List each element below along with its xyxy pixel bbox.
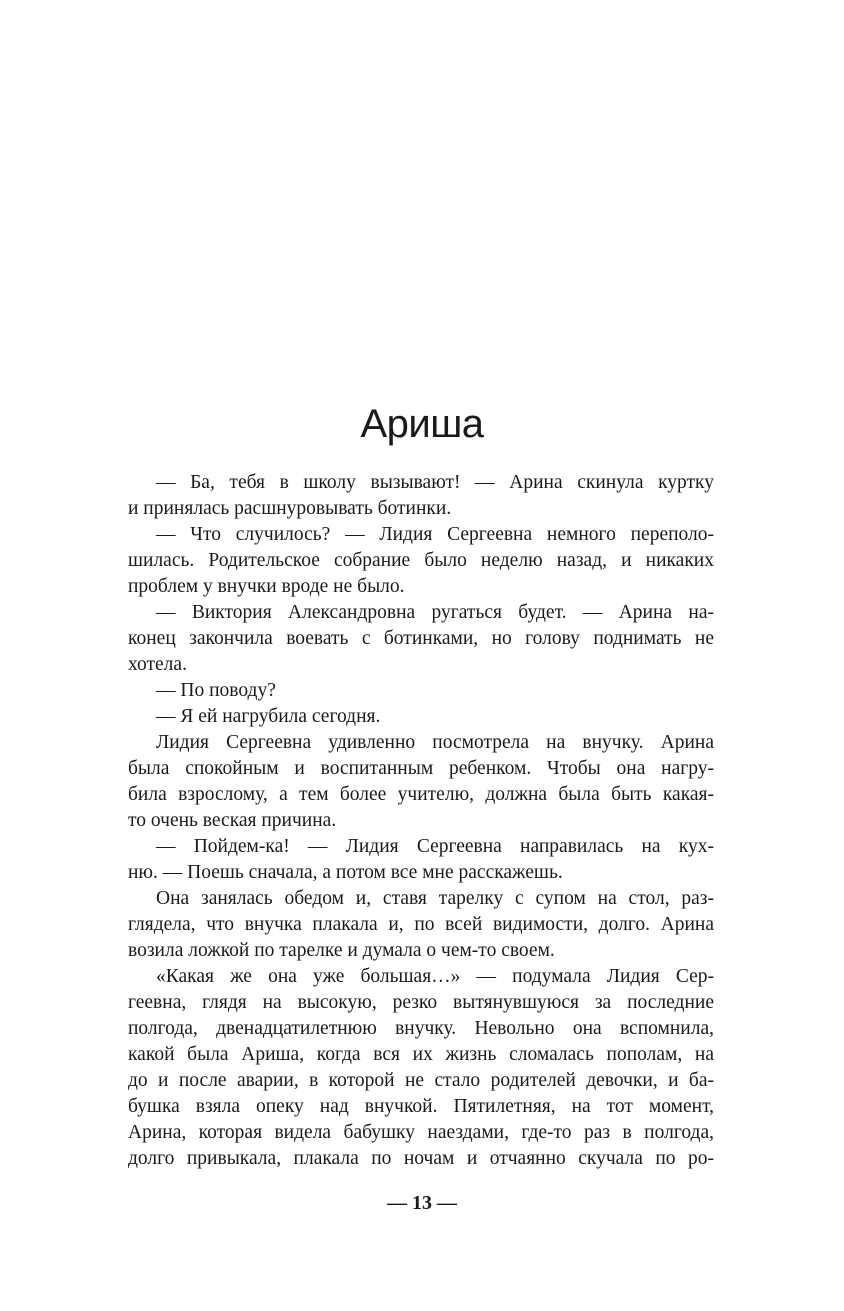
text-line: «Какая же она уже большая…» — подумала Лидия Сер- <box>156 966 714 987</box>
text-line: и принялась расшнуровывать ботинки. <box>128 498 452 519</box>
text-line: — Что случилось? — Лидия Сергеевна немного переполо- <box>156 524 714 545</box>
body-text <box>128 470 714 1172</box>
text-line: ню. — Поешь сначала, а потом все мне расскажешь. <box>128 862 563 883</box>
text-line: Лидия Сергеевна удивленно посмотрела на внучку. Арина <box>156 732 714 753</box>
text-line: долго привыкала, плакала по ночам и отчаянно скучала по ро- <box>128 1148 714 1169</box>
text-line: била взрослому, а тем более учителю, должна была быть какая- <box>128 784 714 805</box>
text-line: — Пойдем-ка! — Лидия Сергеевна направилась на кух- <box>156 836 714 857</box>
text-line: геевна, глядя на высокую, резко вытянувшуюся за последние <box>128 992 714 1013</box>
text-line: бушка взяла опеку над внучкой. Пятилетняя, на тот момент, <box>128 1096 714 1117</box>
text-line: — По поводу? <box>156 680 276 701</box>
text-line: до и после аварии, в которой не стало родителей девочки, и ба- <box>128 1070 714 1091</box>
text-line: — Я ей нагрубила сегодня. <box>156 706 381 727</box>
text-line: — Виктория Александровна ругаться будет. — Арина на- <box>156 602 714 623</box>
text-line: хотела. <box>128 654 187 675</box>
text-line: возила ложкой по тарелке и думала о чем-то своем. <box>128 940 555 961</box>
text-line: — Ба, тебя в школу вызывают! — Арина скинула куртку <box>156 472 714 493</box>
text-line: конец закончила воевать с ботинками, но голову поднимать не <box>128 628 714 649</box>
text-line: была спокойным и воспитанным ребенком. Чтобы она нагру- <box>128 758 714 779</box>
text-line: полгода, двенадцатилетнюю внучку. Невольно она вспомнила, <box>128 1018 714 1039</box>
text-line: Она занялась обедом и, ставя тарелку с супом на стол, раз- <box>156 888 714 909</box>
page-number: — 13 — <box>387 1192 457 1214</box>
text-line: глядела, что внучка плакала и, по всей видимости, долго. Арина <box>128 914 714 935</box>
text-line: какой была Ариша, когда вся их жизнь сломалась пополам, на <box>128 1044 714 1065</box>
text-line: шилась. Родительское собрание было неделю назад, и никаких <box>128 550 714 571</box>
text-line: то очень веская причина. <box>128 810 337 831</box>
text-line: проблем у внучки вроде не было. <box>128 576 405 597</box>
text-line: Арина, которая видела бабушку наездами, где-то раз в полгода, <box>128 1122 714 1143</box>
chapter-title: Ариша <box>360 402 484 446</box>
